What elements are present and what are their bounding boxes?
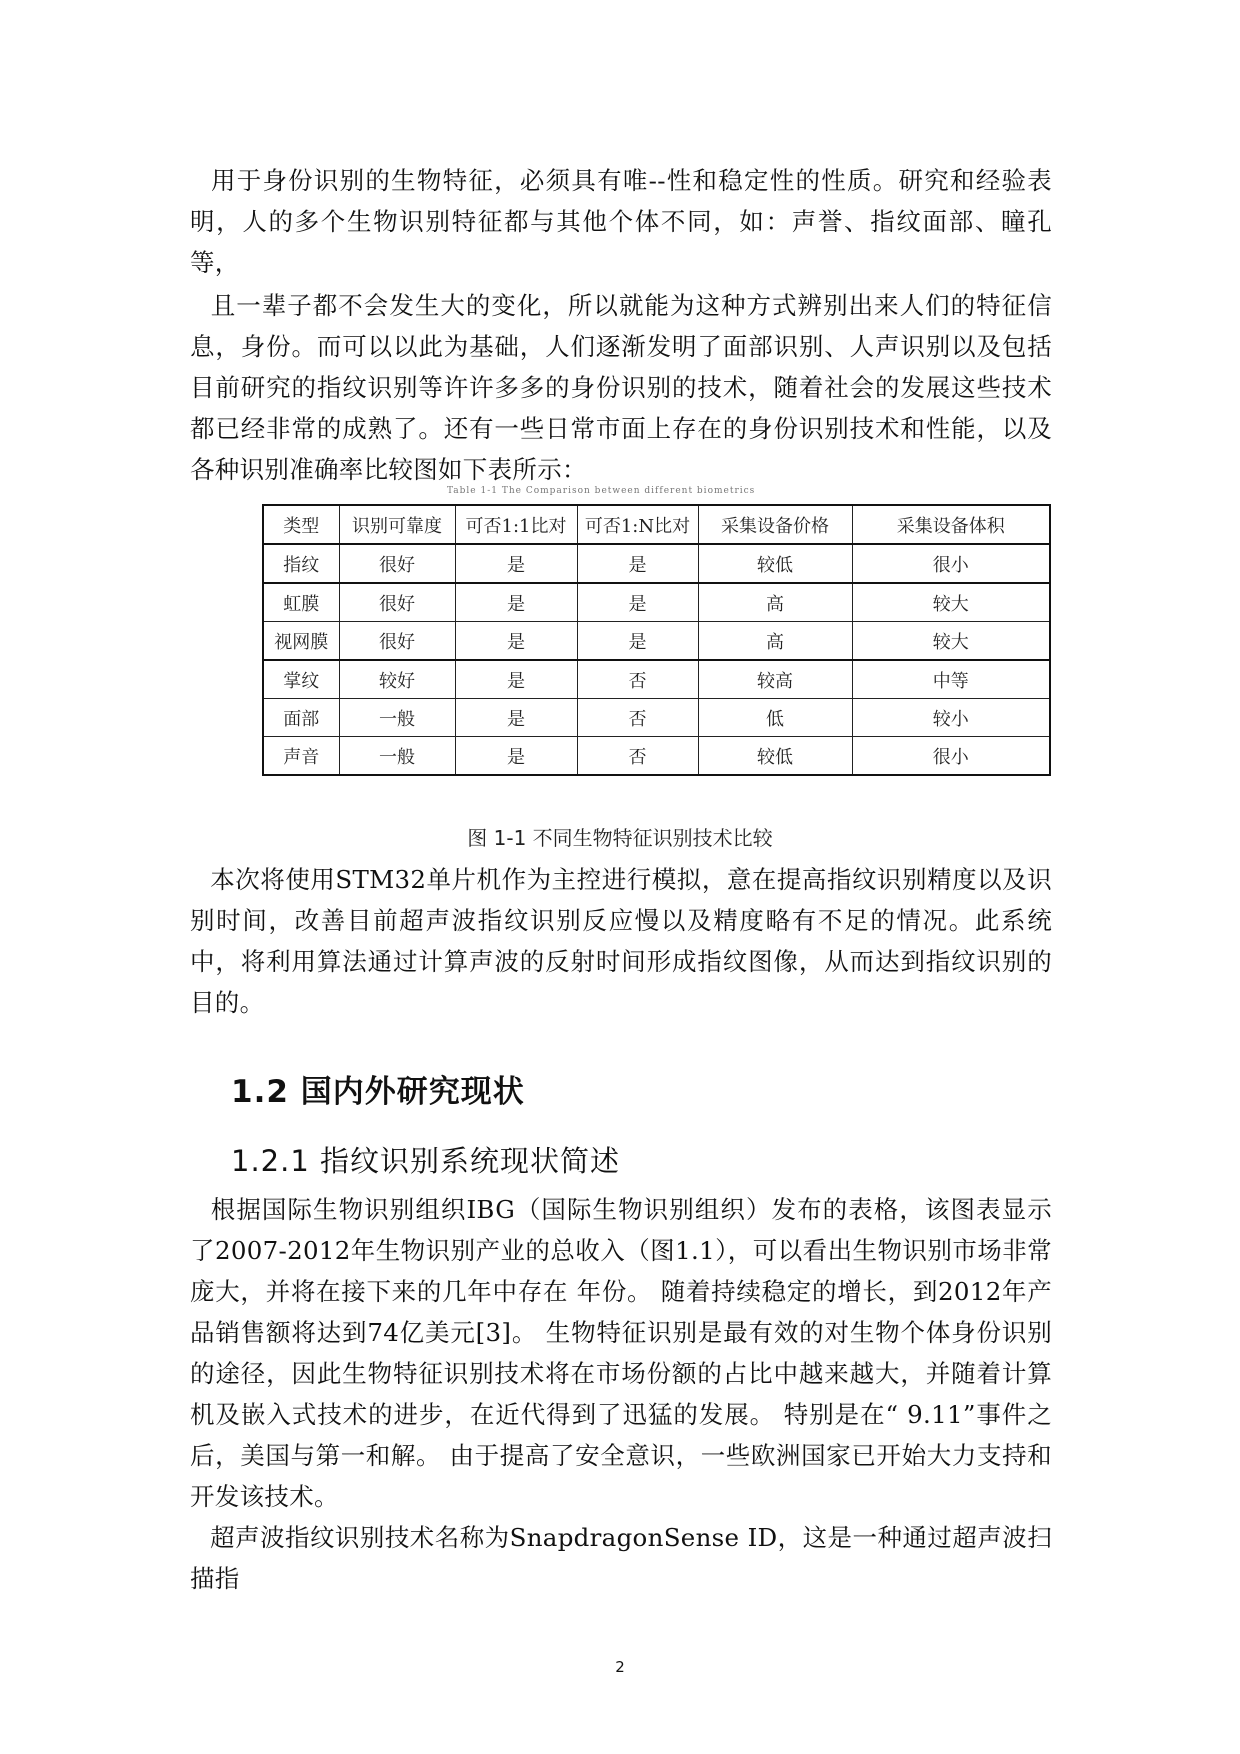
table-cell: 是 <box>455 544 577 583</box>
table-cell: 虹膜 <box>263 583 339 622</box>
table-header-cell: 可否1:N比对 <box>577 505 698 544</box>
table-cell: 较大 <box>852 622 1050 661</box>
table-cell: 较好 <box>339 660 455 699</box>
table-cell: 是 <box>455 737 577 776</box>
table-cell: 很好 <box>339 583 455 622</box>
table-cell: 较高 <box>698 660 852 699</box>
paragraph-technology-overview <box>190 285 1052 490</box>
paragraph-market-status <box>190 1189 1052 1517</box>
paragraph-text: 且一辈子都不会发生大的变化，所以就能为这种方式辨别出来人们的特征信息，身份。而可以以此为基础，人们逐渐发明了面部识别、人声识别以及包括目前研究的指纹识别等许许多多的身份识别的技术，随着社会的发展这些技术都已经非常的成熟了。还有一些日常市面上存在的身份识别技术和性能，以及各种识别准确率比较图如下表所示： <box>190 291 1052 484</box>
table-row <box>263 622 1050 661</box>
paragraph-ultrasonic-tech <box>190 1517 1052 1599</box>
table-row <box>263 544 1050 583</box>
paragraph-text: 用于身份识别的生物特征，必须具有唯--性和稳定性的性质。研究和经验表明，人的多个生物识别特征都与其他个体不同，如：声誉、指纹面部、瞳孔等， <box>190 166 1052 277</box>
table-row <box>263 737 1050 776</box>
table-cell: 高 <box>698 583 852 622</box>
paragraph-text: 超声波指纹识别技术名称为SnapdragonSense ID，这是一种通过超声波扫描指 <box>190 1523 1052 1593</box>
table-row <box>263 660 1050 699</box>
table-cell: 较低 <box>698 544 852 583</box>
table-header-cell: 类型 <box>263 505 339 544</box>
table-cell: 很小 <box>852 544 1050 583</box>
table-cell: 否 <box>577 660 698 699</box>
table-cell: 低 <box>698 699 852 737</box>
table-cell: 中等 <box>852 660 1050 699</box>
table-cell: 否 <box>577 699 698 737</box>
table-cell: 很好 <box>339 544 455 583</box>
table-cell: 掌纹 <box>263 660 339 699</box>
table-cell: 较小 <box>852 699 1050 737</box>
table-cell: 声音 <box>263 737 339 776</box>
table-cell: 否 <box>577 737 698 776</box>
table-header-cell: 识别可靠度 <box>339 505 455 544</box>
figure-caption: 图 1-1 不同生物特征识别技术比较 <box>467 826 773 850</box>
table-cell: 是 <box>577 583 698 622</box>
table-cell: 是 <box>577 622 698 661</box>
table-cell: 面部 <box>263 699 339 737</box>
table-cell: 高 <box>698 622 852 661</box>
table-row <box>263 583 1050 622</box>
paragraph-stm32-plan <box>190 859 1052 1023</box>
biometric-comparison-table <box>262 504 1051 776</box>
table-header-row <box>263 505 1050 544</box>
table-cell: 很小 <box>852 737 1050 776</box>
table-cell: 指纹 <box>263 544 339 583</box>
table-cell: 一般 <box>339 699 455 737</box>
table-cell: 视网膜 <box>263 622 339 661</box>
table-cell: 是 <box>455 660 577 699</box>
paragraph-text: 本次将使用STM32单片机作为主控进行模拟，意在提高指纹识别精度以及识别时间，改善目前超声波指纹识别反应慢以及精度略有不足的情况。此系统中，将利用算法通过计算声波的反射时间形成指纹图像，从而达到指纹识别的目的。 <box>190 865 1052 1017</box>
table-cell: 较大 <box>852 583 1050 622</box>
table-header-cell: 采集设备价格 <box>698 505 852 544</box>
table-header-cell: 可否1:1比对 <box>455 505 577 544</box>
table-header-cell: 采集设备体积 <box>852 505 1050 544</box>
paragraph-biometric-features <box>190 160 1052 283</box>
paragraph-text: 根据国际生物识别组织IBG（国际生物识别组织）发布的表格，该图表显示了2007-2012年生物识别产业的总收入（图1.1），可以看出生物识别市场非常庞大，并将在接下来的几年中存在 年份。 随着持续稳定的增长，到2012年产品销售额将达到74亿美元[3]。 生物特征识别是最有效的对生物个体身份识别的途径，因此生物特征识别技术将在市场份额的占比中越来越大，并随着计算机及嵌入式技术的进步，在近代得到了迅猛的发展。 特别是在“ 9.11”事件之后，美国与第一和解。 由于提高了安全意识，一些欧洲国家已开始大力支持和开发该技术。 <box>190 1195 1052 1511</box>
section-heading: 1.2 国内外研究现状 <box>231 1074 525 1110</box>
table-row <box>263 699 1050 737</box>
table-cell: 较低 <box>698 737 852 776</box>
table-cell: 是 <box>455 622 577 661</box>
table-cell: 很好 <box>339 622 455 661</box>
subsection-heading: 1.2.1 指纹识别系统现状简述 <box>231 1144 621 1178</box>
table-cell: 一般 <box>339 737 455 776</box>
table-cell: 是 <box>455 583 577 622</box>
table-cell: 是 <box>455 699 577 737</box>
table-caption-faint: Table 1-1 The Comparison between different biometrics <box>447 486 756 496</box>
comparison-table-wrap <box>262 504 1049 776</box>
table-body <box>263 544 1050 775</box>
table-cell: 是 <box>577 544 698 583</box>
page-number: 2 <box>615 1658 625 1676</box>
